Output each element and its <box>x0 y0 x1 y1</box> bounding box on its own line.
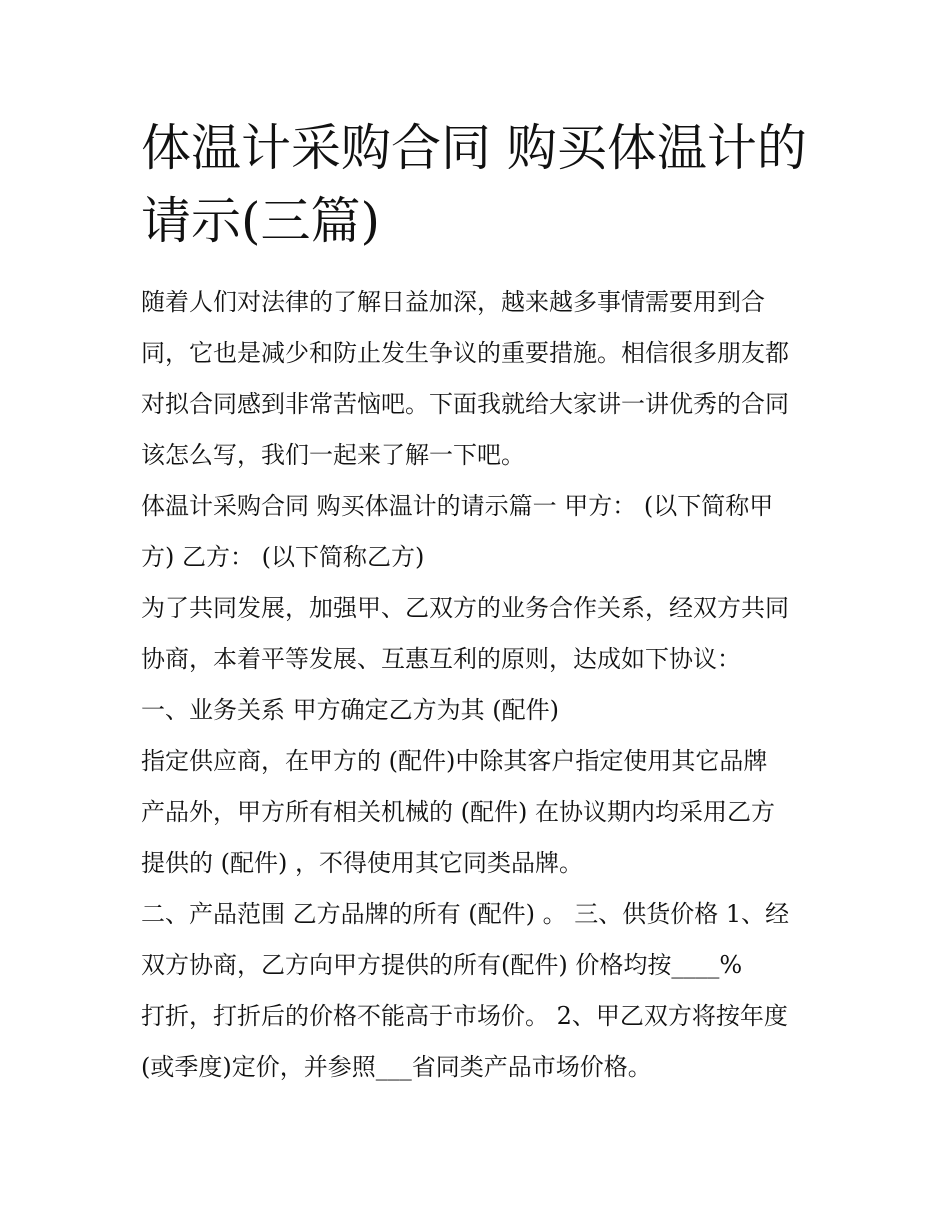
body-line: 打折，打折后的价格不能高于市场价。 2、甲乙双方将按年度 <box>141 1002 788 1030</box>
body-line: 为了共同发展，加强甲、乙双方的业务合作关系，经双方共同 <box>141 594 789 622</box>
document-body <box>141 277 821 1093</box>
body-line: 提供的 (配件) ，不得使用其它同类品牌。 <box>141 849 583 877</box>
body-line: 协商，本着平等发展、互惠互利的原则，达成如下协议： <box>141 645 741 673</box>
body-line: 方) 乙方： (以下简称乙方) <box>141 543 425 571</box>
body-line: (或季度)定价，并参照___省同类产品市场价格。 <box>141 1053 652 1081</box>
body-line: 对拟合同感到非常苦恼吧。下面我就给大家讲一讲优秀的合同 <box>141 390 789 418</box>
body-line: 指定供应商，在甲方的 (配件)中除其客户指定使用其它品牌 <box>141 747 768 775</box>
body-line: 产品外，甲方所有相关机械的 (配件) 在协议期内均采用乙方 <box>141 798 775 826</box>
document-title <box>141 112 821 258</box>
body-line: 体温计采购合同 购买体温计的请示篇一 甲方： (以下简称甲 <box>141 492 774 520</box>
title-line: 体温计采购合同 购买体温计的 <box>141 119 807 177</box>
body-line: 同，它也是减少和防止发生争议的重要措施。相信很多朋友都 <box>141 339 789 367</box>
body-line: 一、业务关系 甲方确定乙方为其 (配件) <box>141 696 559 724</box>
body-line: 双方协商，乙方向甲方提供的所有(配件) 价格均按____% <box>141 951 743 979</box>
body-line: 随着人们对法律的了解日益加深，越来越多事情需要用到合 <box>141 288 765 316</box>
document-page <box>141 112 821 1093</box>
body-line: 二、产品范围 乙方品牌的所有 (配件) 。 三、供货价格 1、经 <box>141 900 790 928</box>
title-line: 请示(三篇) <box>141 192 381 250</box>
body-line: 该怎么写，我们一起来了解一下吧。 <box>141 441 525 469</box>
